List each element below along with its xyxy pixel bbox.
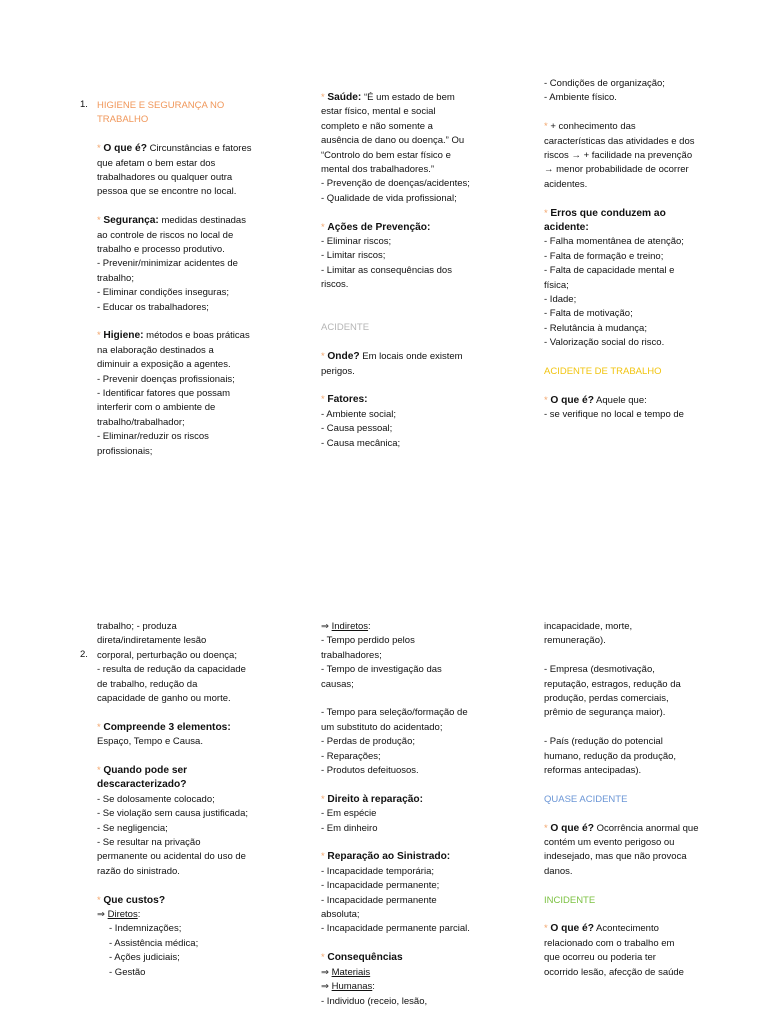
text-line: estar físico, mental e social [321,106,436,118]
text-line: corporal, perturbação ou doença; [97,649,237,661]
text-line: ocorrido lesão, afecção de saúde [544,966,684,978]
term-label: Diretos [107,909,138,921]
bullet-star: * [321,92,325,103]
text-line: - Ambiente social; [321,408,396,420]
text-line: indesejado, mas que não provoca [544,851,687,863]
text-line: - Eliminar condições inseguras; [97,287,230,299]
text-line: - Valorização social do risco. [544,337,665,349]
bullet-star: * [97,330,101,342]
text-line: física; [544,279,569,291]
text-line: - Educar os trabalhadores; [97,301,209,313]
text-line: - Reparações; [321,750,381,762]
term-label: Ações de Prevenção: [327,221,431,233]
text-line: acidentes. [544,178,588,190]
text-line: - Individuo (receio, lesão, [321,995,428,1007]
text-line: - Gestão [109,966,146,978]
text-line: de trabalho, redução da [97,678,198,690]
term-label: Higiene: [103,330,144,342]
arrow-icon: ⇒ [321,621,332,632]
text-line: - Ambiente físico. [544,92,617,104]
text-line: - Se negligencia; [97,822,168,834]
text-line: - Em espécie [321,808,377,820]
bullet-star: * [321,793,325,805]
text-line: reputação, estragos, redução da [544,678,681,690]
text-line: que ocorreu ou poderia ter [544,952,656,964]
text-line: : [137,909,141,921]
bullet-star: * [97,894,101,906]
bullet-star: * [321,952,325,964]
text-line: contém um evento perigoso ou [544,837,675,849]
text-line: capacidade de ganho ou morte. [97,693,231,705]
text-line: profissionais; [97,445,153,457]
text-line: prêmio de segurança maior). [544,707,666,719]
text-line: incapacidade, morte, [544,621,633,632]
text-line: - Perdas de produção; [321,736,416,748]
text-line: ao controle de riscos no local de [97,229,234,241]
text-line: → menor probabilidade de ocorrer [544,164,689,176]
text-line: - Eliminar/reduzir os riscos [97,431,209,443]
section-heading: INCIDENTE [544,894,596,906]
bullet-star: * [97,721,101,733]
term-label: Reparação ao Sinistrado: [327,851,451,863]
top-column-3 [544,77,729,423]
text-line: remuneração). [544,635,606,647]
text-line: - Tempo de investigação das [321,664,442,676]
text-line: produção, perdas comerciais, [544,693,669,705]
arrow-icon: ⇒ [97,909,108,921]
bullet-star: * [544,923,548,935]
term-label: O que é? [103,143,147,155]
bullet-star: * [321,221,325,233]
text-line: direta/indiretamente lesão [97,635,207,647]
text-line: - Tempo para seleção/formação de [321,707,468,719]
text-line: - Qualidade de vida profissional; [321,192,457,204]
text-line: trabalho; [97,272,134,284]
text-line: + conhecimento das [547,121,636,133]
term-label: O que é? [550,923,594,935]
text-line: Circunstâncias e fatores [146,143,252,155]
text-line: - Empresa (desmotivação, [544,664,655,676]
text-line: perigos. [321,365,355,377]
term-label: Direito à reparação: [327,793,424,805]
text-line: - Prevenir/minimizar acidentes de [97,258,238,270]
text-line: - Incapacidade temporária; [321,865,435,877]
text-line: - Se violação sem causa justificada; [97,808,249,820]
text-line: causas; [321,678,354,690]
text-line: - Em dinheiro [321,822,378,834]
text-line: Espaço, Tempo e Causa. [97,736,203,748]
term-label: Segurança: [103,215,159,227]
text-line: - Indemnizações; [109,923,182,935]
term-label: Consequências [327,952,403,964]
text-line: pessoa que se encontre no local. [97,186,237,198]
text-line: na elaboração destinados a [97,344,214,356]
text-line: - Idade; [544,294,577,306]
bullet-star: * [544,822,548,834]
text-line: permanente ou acidental do uso de [97,851,246,863]
text-line: trabalhadores ou qualquer outra [97,172,233,184]
bottom-column-3 [544,620,729,980]
text-line: humano, redução da produção, [544,750,677,762]
text-line: “Controlo do bem estar físico e [321,149,451,161]
arrow-icon: ⇒ [321,966,332,978]
text-line: - Assistência médica; [109,937,199,949]
term-label: descaracterizado? [97,779,187,791]
text-line: diminuir a exposição a agentes. [97,359,231,371]
bullet-star: * [321,351,325,363]
bullet-star: * [544,394,548,406]
bullet-star: * [321,851,325,863]
term-label: Humanas [331,981,373,993]
text-line: interferir com o ambiente de [97,402,216,414]
list-number: 1. [80,99,88,110]
bullet-star: * [97,215,101,227]
text-line: razão do sinistrado. [97,865,180,877]
text-line: - Prevenção de doenças/acidentes; [321,178,470,190]
term-label: Que custos? [103,894,166,906]
text-line: medidas destinadas [158,215,246,227]
section-heading: TRABALHO [97,114,149,126]
bottom-column-1 [97,620,267,980]
text-line: - Causa mecânica; [321,437,401,449]
text-line: danos. [544,865,573,877]
text-line: Ocorrência anormal que [593,822,699,834]
text-line: Aquele que: [593,394,647,406]
term-label: Onde? [327,351,360,363]
text-line: - País (redução do potencial [544,736,663,748]
text-line: - Relutância à mudança; [544,322,647,334]
text-line: ausência de dano ou doença.” Ou [321,135,465,147]
bullet-star: * [544,121,548,133]
text-line: trabalho; - produza [97,621,177,632]
arrow-icon: ⇒ [321,981,332,993]
term-label: Compreende 3 elementos: [103,721,231,733]
text-line: relacionado com o trabalho em [544,937,675,949]
text-line: - Causa pessoal; [321,423,393,435]
text-line: - Incapacidade permanente; [321,880,440,892]
text-line: trabalho e processo produtivo. [97,244,225,256]
text-line: um substituto do acidentado; [321,721,443,733]
top-column-1 [97,99,267,459]
text-line: - Incapacidade permanente [321,894,437,906]
text-line: mental dos trabalhadores.” [321,164,435,176]
section-heading: ACIDENTE DE TRABALHO [544,366,662,378]
text-line: trabalhadores; [321,649,382,661]
text-line: : [368,621,371,632]
text-line: Em locais onde existem [359,351,463,363]
top-column-2 [321,91,491,451]
text-line: características das atividades e dos [544,135,695,147]
text-line: - Tempo perdido pelos [321,635,415,647]
text-line: - Se resultar na privação [97,837,201,849]
text-line: - Identificar fatores que possam [97,388,231,400]
section-heading: HIGIENE E SEGURANÇA NO [97,100,225,111]
text-line: que afetam o bem estar dos [97,157,216,169]
bullet-star: * [321,394,325,406]
text-line: Acontecimento [593,923,659,935]
bullet-star: * [97,143,101,155]
bottom-column-2 [321,620,496,1009]
term-label: Materiais [331,966,371,978]
text-line: - Limitar as consequências dos [321,264,452,276]
text-line: - resulta de redução da capacidade [97,664,246,676]
text-line: - Falta de formação e treino; [544,250,664,262]
text-line: - se verifique no local e tempo de [544,409,684,421]
text-line: - Falha momentânea de atenção; [544,236,684,248]
section-heading: ACIDENTE [321,322,370,334]
text-line: - Limitar riscos; [321,250,386,262]
section-heading: QUASE ACIDENTE [544,793,628,805]
text-line: - Condições de organização; [544,78,665,89]
text-line: métodos e boas práticas [143,330,250,342]
term-label: Fatores: [327,394,368,406]
bullet-star: * [97,765,101,777]
text-line: - Se dolosamente colocado; [97,793,215,805]
bullet-star: * [544,207,548,219]
text-line: - Falta de capacidade mental e [544,265,675,277]
text-line: reformas antecipadas). [544,765,642,777]
text-line: riscos → + facilidade na prevenção [544,150,693,162]
term-label: Indiretos [331,621,369,632]
term-label: O que é? [550,394,594,406]
term-label: Quando pode ser [103,765,188,777]
text-line: - Falta de motivação; [544,308,633,320]
text-line: : [372,981,375,993]
term-label: Saúde: [327,92,362,103]
text-line: - Ações judiciais; [109,952,180,964]
text-line: - Eliminar riscos; [321,236,392,248]
term-label: O que é? [550,822,594,834]
text-line: “É um estado de bem [361,92,455,103]
text-line: trabalho/trabalhador; [97,416,185,428]
text-line: - Produtos defeituosos. [321,765,419,777]
text-line: - Prevenir doenças profissionais; [97,373,235,385]
text-line: completo e não somente a [321,120,433,132]
list-number: 2. [80,649,88,660]
term-label: Erros que conduzem ao [550,207,666,219]
text-line: absoluta; [321,909,360,921]
term-label: acidente: [544,222,589,234]
text-line: - Incapacidade permanente parcial. [321,923,470,935]
text-line: riscos. [321,279,349,291]
